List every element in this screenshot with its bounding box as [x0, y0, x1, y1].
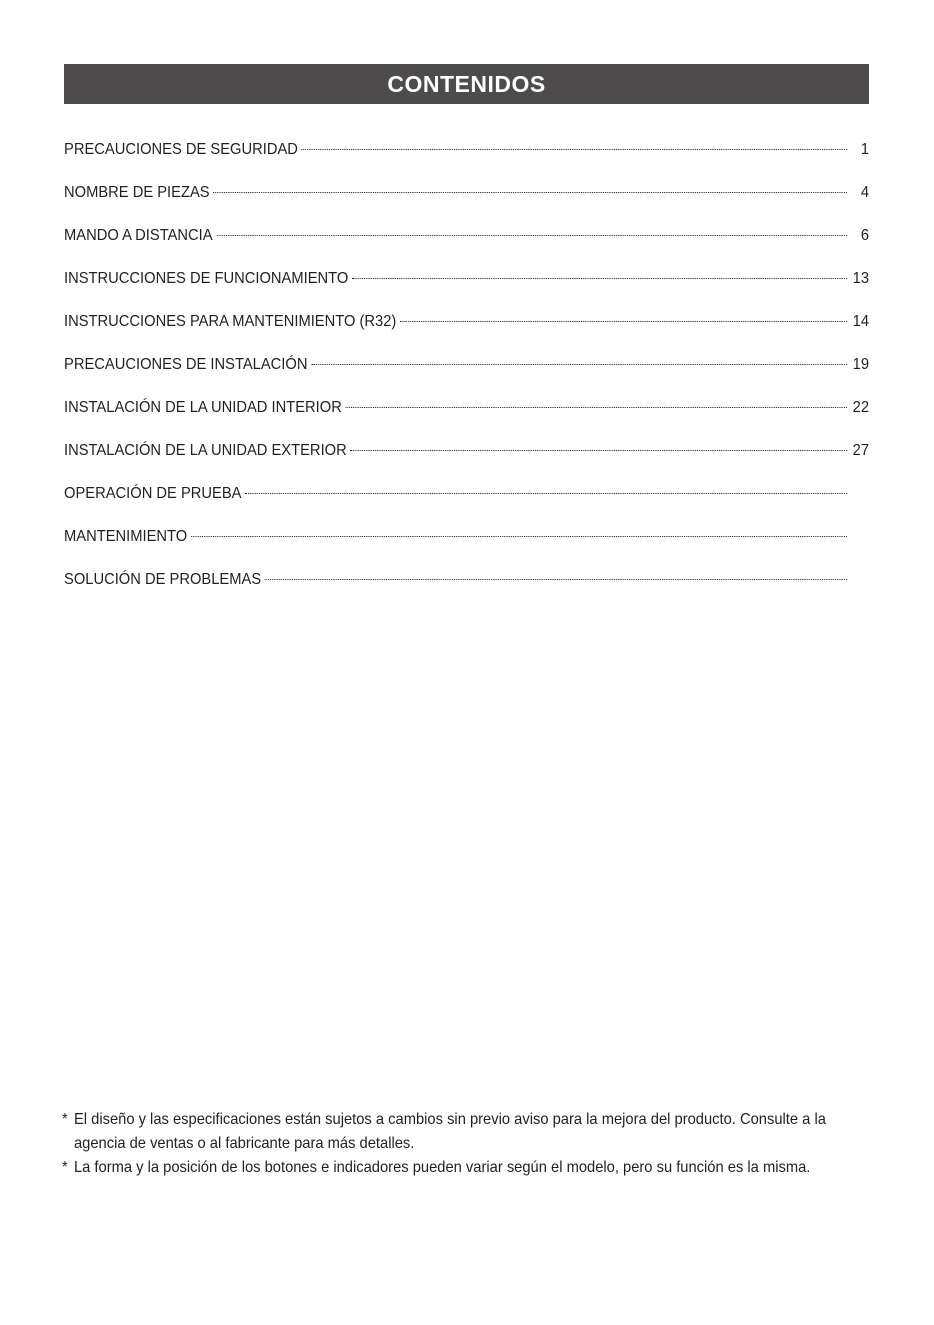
title-bar: [64, 64, 869, 104]
toc-entry-label: OPERACIÓN DE PRUEBA: [64, 485, 242, 502]
dot-leader: [311, 364, 847, 365]
toc-entry-label: MANTENIMIENTO: [64, 528, 188, 545]
toc-entry-label: SOLUCIÓN DE PROBLEMAS: [64, 571, 262, 588]
toc-entry-page: 14: [852, 313, 870, 330]
dot-leader: [400, 321, 847, 322]
toc-entry-page: 27: [852, 442, 870, 459]
toc-entry-label: PRECAUCIONES DE INSTALACIÓN: [64, 356, 308, 373]
dot-leader: [191, 536, 847, 537]
toc-entry-label: INSTALACIÓN DE LA UNIDAD EXTERIOR: [64, 442, 347, 459]
toc-entry-nombre-piezas[interactable]: [64, 181, 869, 224]
dot-leader: [346, 407, 847, 408]
toc-entry-precauciones-seguridad[interactable]: [64, 138, 869, 181]
toc-entry-page: 22: [852, 399, 870, 416]
toc-entry-page: 4: [860, 184, 870, 201]
asterisk-bullet: *: [62, 1111, 68, 1128]
dot-leader: [216, 235, 847, 236]
toc-entry-label: PRECAUCIONES DE SEGURIDAD: [64, 141, 298, 158]
toc-entry-label: INSTALACIÓN DE LA UNIDAD INTERIOR: [64, 399, 342, 416]
page-title: CONTENIDOS: [387, 70, 546, 97]
toc-entry-instrucciones-mantenimiento[interactable]: [64, 310, 869, 353]
toc-entry-page: 6: [860, 227, 870, 244]
toc-entry-instalacion-interior[interactable]: [64, 396, 869, 439]
toc-entry-page: 1: [860, 141, 870, 158]
dot-leader: [350, 450, 847, 451]
dot-leader: [302, 149, 847, 150]
toc-entry-page: 13: [852, 270, 870, 287]
footnote-text: El diseño y las especificaciones están sujetos a cambios sin previo aviso para la mejora del producto. Consulte a la agencia de ventas o al fabricante para más detalles.: [73, 1111, 826, 1152]
footnote-text: La forma y la posición de los botones e indicadores pueden variar según el modelo, pero su función es la misma.: [73, 1159, 811, 1176]
toc-entry-instalacion-exterior[interactable]: [64, 439, 869, 482]
asterisk-bullet: *: [62, 1159, 68, 1176]
toc-entry-instrucciones-funcionamiento[interactable]: [64, 267, 869, 310]
toc-entry-label: NOMBRE DE PIEZAS: [64, 184, 210, 201]
toc-entry-precauciones-instalacion[interactable]: [64, 353, 869, 396]
toc-entry-label: INSTRUCCIONES DE FUNCIONAMIENTO: [64, 270, 349, 287]
toc-entry-solucion-problemas[interactable]: [64, 568, 869, 611]
dot-leader: [213, 192, 847, 193]
toc-entry-label: MANDO A DISTANCIA: [64, 227, 213, 244]
toc-entry-page: 19: [852, 356, 870, 373]
footnotes: [62, 1108, 862, 1180]
toc-entry-mantenimiento[interactable]: [64, 525, 869, 568]
table-of-contents: [64, 138, 869, 611]
dot-leader: [245, 493, 847, 494]
toc-entry-label: INSTRUCCIONES PARA MANTENIMIENTO (R32): [64, 313, 397, 330]
footnote: [62, 1156, 862, 1180]
footnote: [62, 1108, 862, 1156]
dot-leader: [265, 579, 847, 580]
toc-entry-operacion-prueba[interactable]: [64, 482, 869, 525]
dot-leader: [352, 278, 847, 279]
toc-entry-mando-distancia[interactable]: [64, 224, 869, 267]
